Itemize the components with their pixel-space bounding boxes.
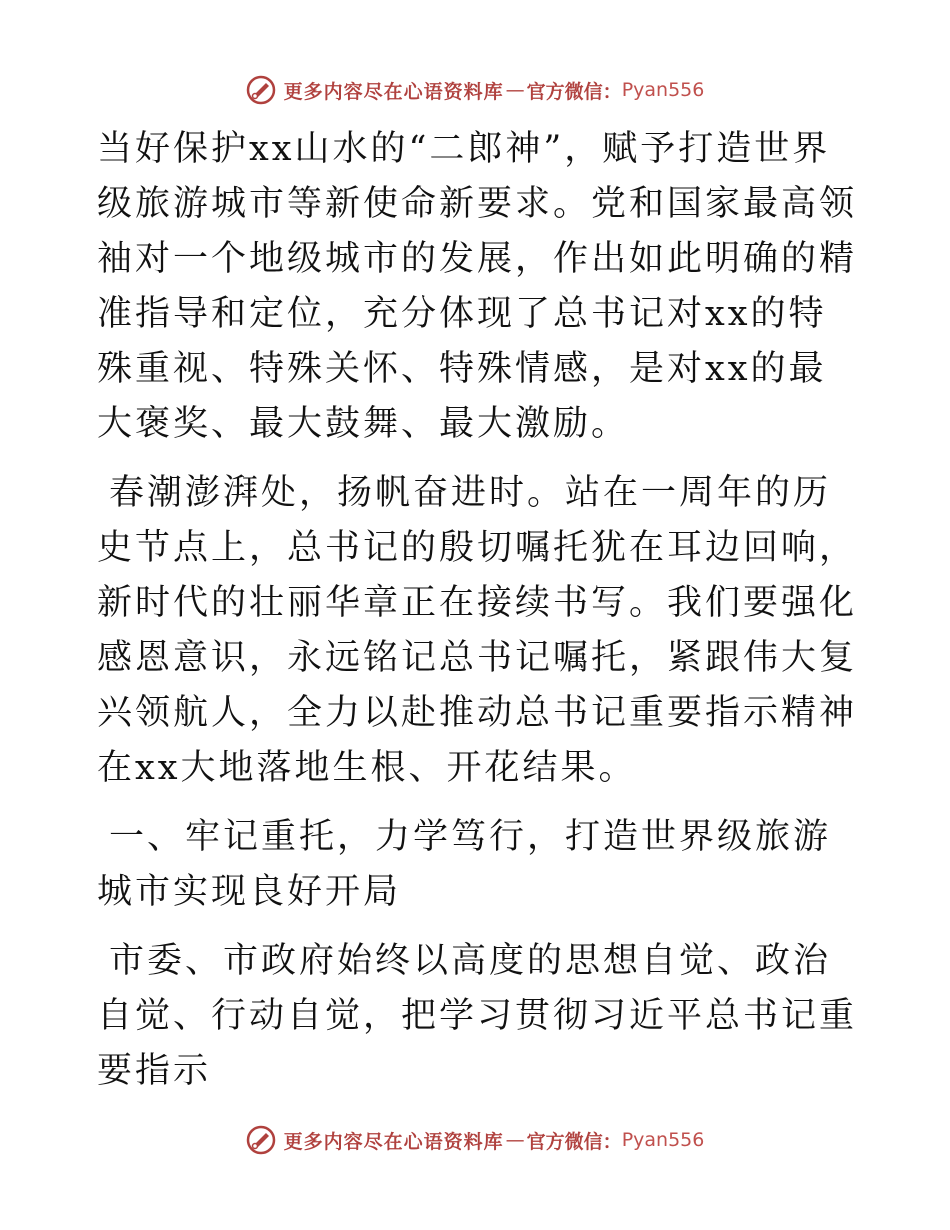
banner-separator: —: [505, 1129, 525, 1151]
header-watermark-banner: [0, 70, 950, 110]
banner-wechat-label: 官方微信：: [526, 1130, 622, 1153]
section-heading-1: 一、牢记重托，力学笃行，打造世界级旅游城市实现良好开局: [97, 817, 832, 912]
banner-separator: —: [505, 79, 525, 101]
paragraph-3: 市委、市政府始终以高度的思想自觉、政治自觉、行动自觉，把学习贯彻习近平总书记重要指示: [97, 941, 858, 1091]
brand-logo-icon: [246, 1125, 276, 1155]
banner-wechat-id: Pyan556: [621, 1129, 705, 1151]
footer-watermark-banner: [0, 1120, 950, 1160]
brand-logo-icon: [246, 75, 276, 105]
banner-brand-text: 更多内容尽在心语资料库: [283, 1130, 504, 1153]
document-body: [97, 122, 857, 1099]
banner-wechat-label: 官方微信：: [526, 80, 622, 103]
banner-wechat-id: Pyan556: [621, 79, 705, 101]
banner-brand-text: 更多内容尽在心语资料库: [283, 80, 504, 103]
paragraph-1: 当好保护xx山水的“二郎神”，赋予打造世界级旅游城市等新使命新要求。党和国家最高领袖对一个地级城市的发展，作出如此明确的精准指导和定位，充分体现了总书记对xx的特殊重视、特殊关怀、特殊情感，是对xx的最大褒奖、最大鼓舞、最大激励。: [97, 129, 858, 444]
paragraph-2: 春潮澎湃处，扬帆奋进时。站在一周年的历史节点上，总书记的殷切嘱托犹在耳边回响，新时代的壮丽华章正在接续书写。我们要强化感恩意识，永远铭记总书记嘱托，紧跟伟大复兴领航人，全力以赴推动总书记重要指示精神在xx大地落地生根、开花结果。: [97, 473, 858, 788]
